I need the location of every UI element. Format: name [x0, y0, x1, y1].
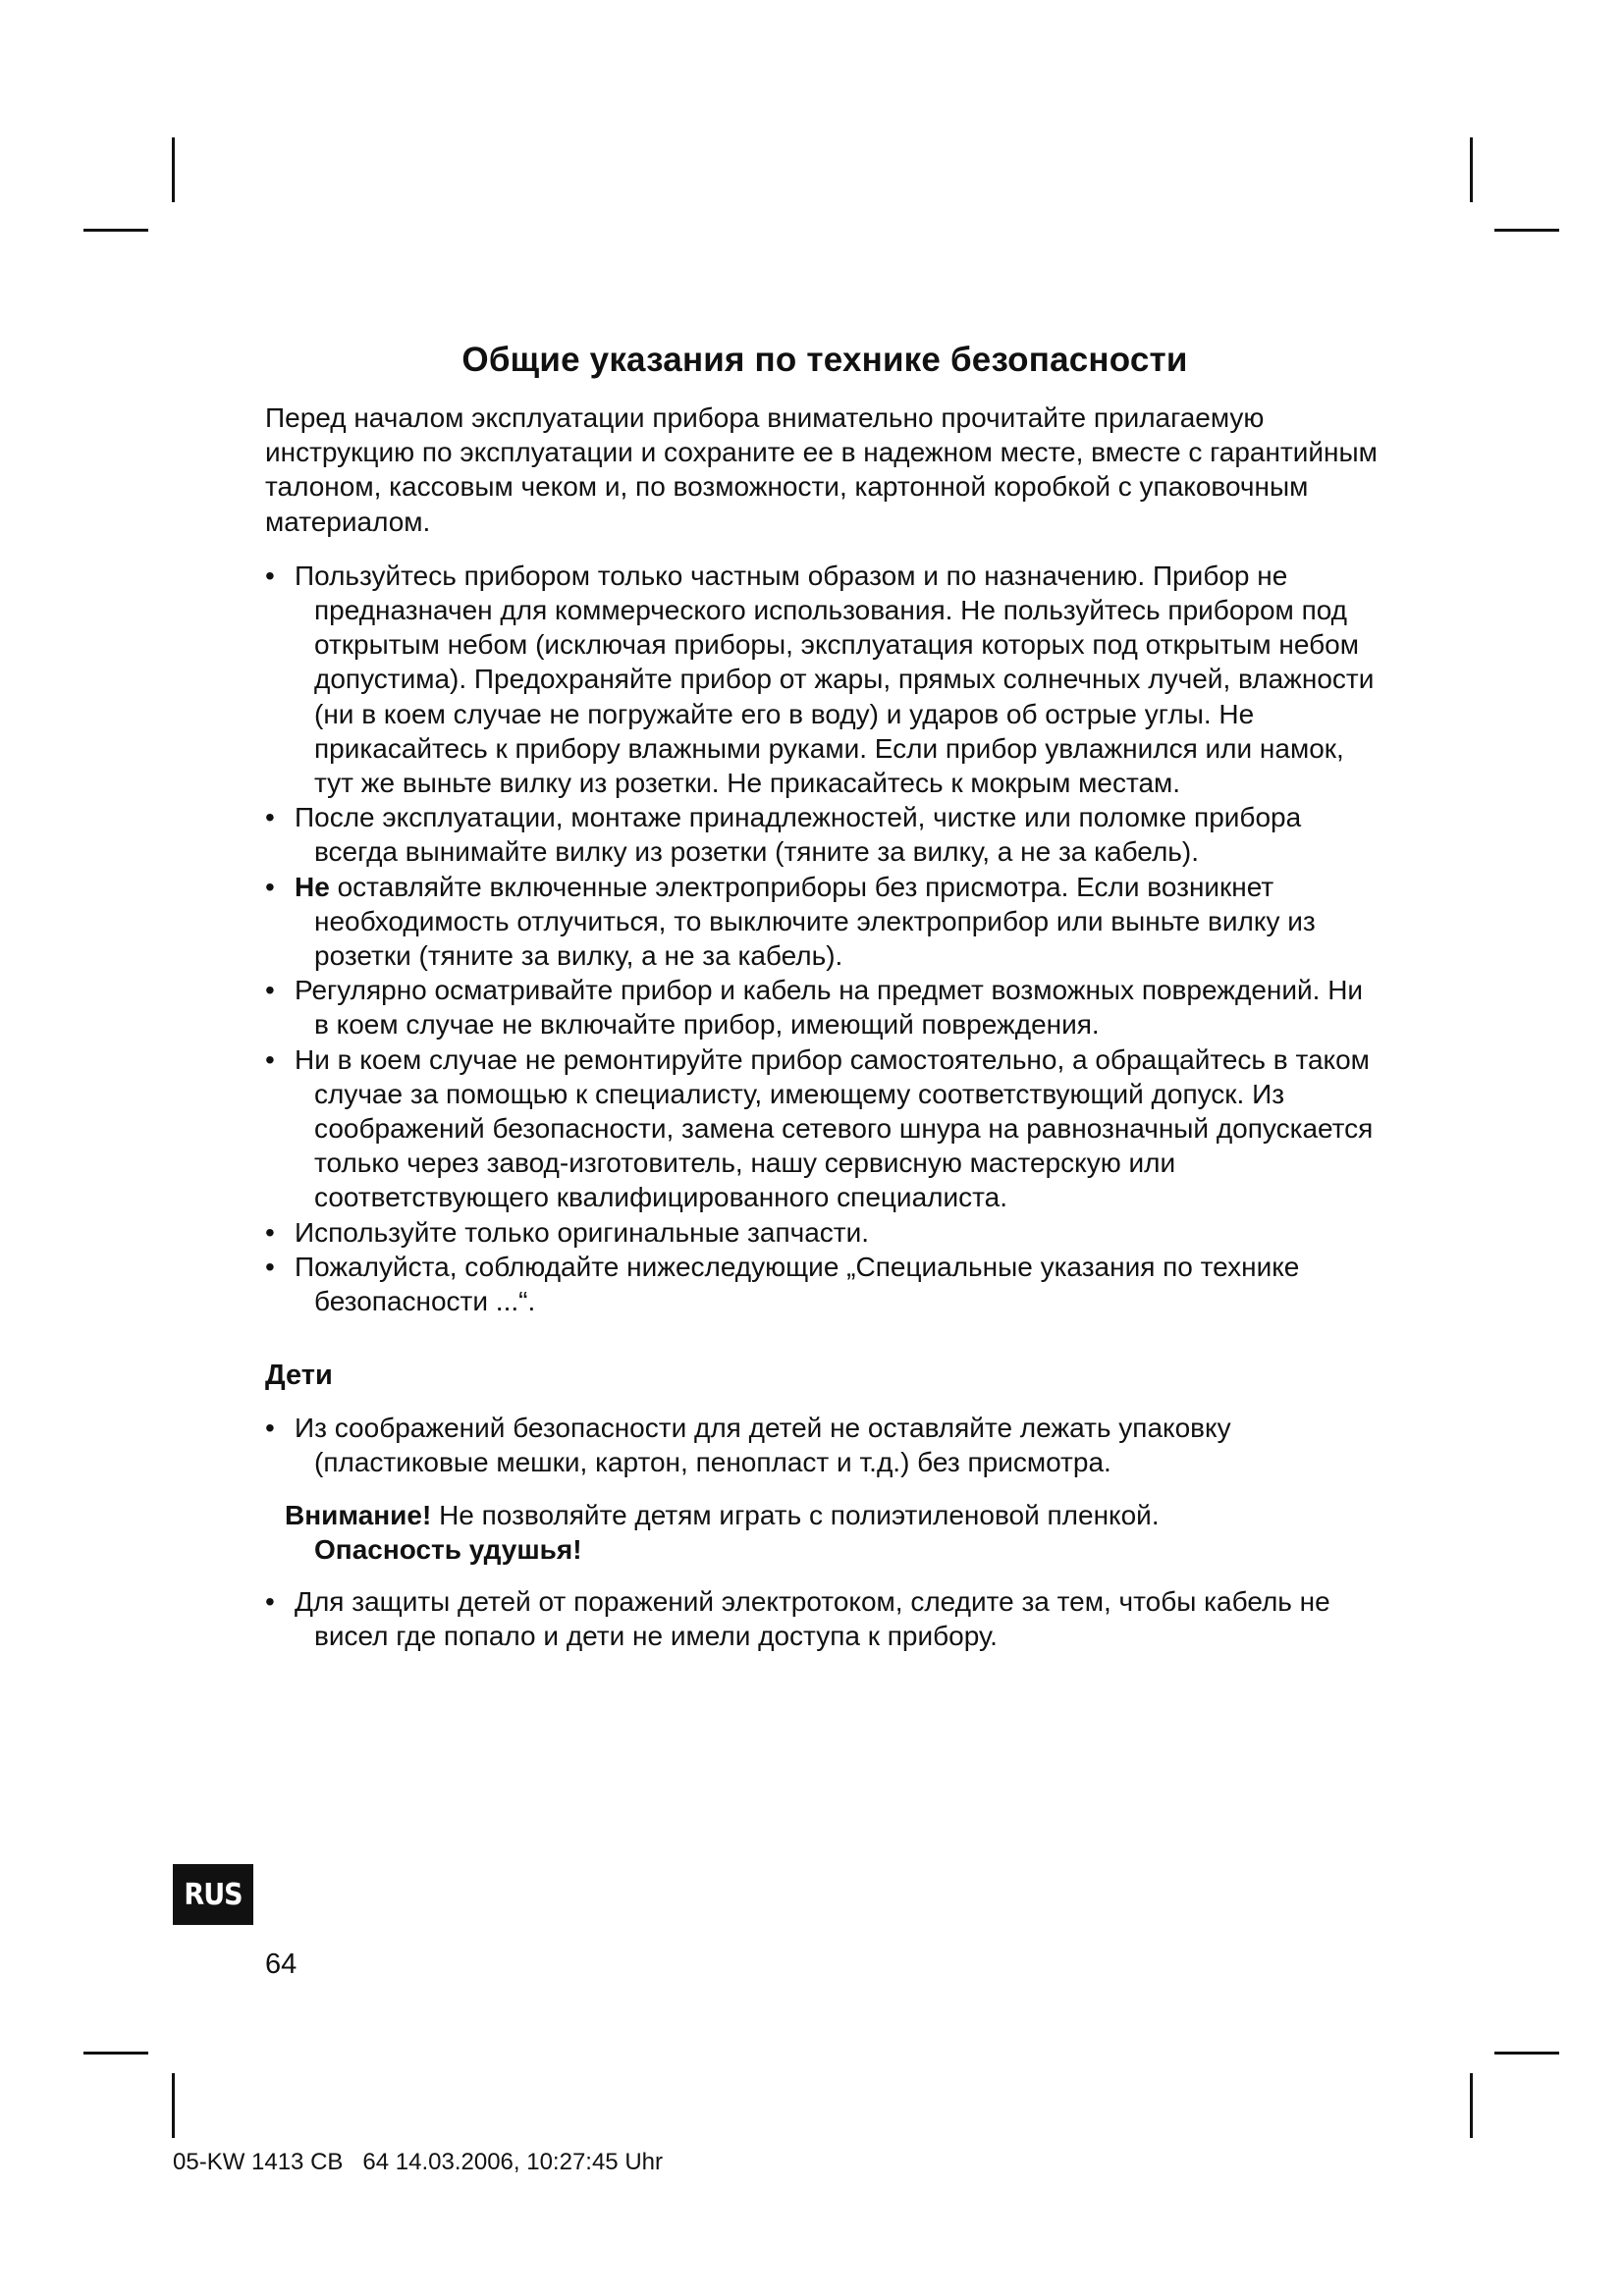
bullet-icon: • [265, 802, 275, 833]
bullet-icon: • [265, 1251, 275, 1282]
bullet-icon: • [265, 1413, 275, 1444]
list-item [265, 870, 1384, 974]
page-content [265, 340, 1384, 1654]
list-item-text: Пользуйтесь прибором только частным образом и по назначению. Прибор не предназначен для коммерческого использования. Не пользуйтесь прибором под открытым небом (исключая приборы, эксплуатация которых под открытым небом допустима). Предохраняйте прибор от жары, прямых солнечных лучей, влажности (ни в коем случае не погружайте его в воду) и ударов об острые углы. Не прикасайтесь к прибору влажными руками. Если прибор увлажнился или намок, тут же выньте вилку из розетки. Не прикасайтесь к мокрым местам. [295, 560, 1375, 799]
list-item [265, 800, 1384, 869]
children-list-1 [265, 1411, 1384, 1479]
crop-mark-bottom-left-vertical [172, 2073, 175, 2138]
crop-mark-bottom-right-horizontal [1494, 2052, 1559, 2055]
bullet-icon: • [265, 1043, 275, 1075]
bullet-icon: • [265, 975, 275, 1006]
page-number: 64 [265, 1949, 298, 1980]
page-title: Общие указания по технике безопасности [461, 341, 1188, 379]
list-item-text: Для защиты детей от поражений электротоком, следите за тем, чтобы кабель не висел где попало и дети не имели доступа к прибору. [295, 1586, 1330, 1652]
intro-paragraph: Перед началом эксплуатации прибора внимательно прочитайте прилагаемую инструкцию по эксплуатации и сохраните ее в надежном месте, вместе с гарантийным талоном, кассовым чеком и, по возможности, картонной коробкой с упаковочным материалом. [265, 402, 1378, 537]
crop-mark-top-left-horizontal [83, 229, 148, 232]
bullet-icon: • [265, 1216, 275, 1248]
list-item [265, 1042, 1384, 1215]
crop-mark-top-left-vertical [172, 137, 175, 202]
list-item [265, 1584, 1384, 1653]
list-item [265, 973, 1384, 1041]
bullet-icon: • [265, 560, 275, 591]
crop-mark-bottom-left-horizontal [83, 2052, 148, 2055]
list-item-text: оставляйте включенные электроприборы без присмотра. Если возникнет необходимость отлучиться, то выключите электроприбор или выньте вилку из розетки (тяните за вилку, а не за кабель). [314, 871, 1316, 972]
list-item [265, 1250, 1384, 1318]
crop-mark-top-right-vertical [1470, 137, 1473, 202]
language-badge: RUS [173, 1864, 253, 1925]
crop-mark-bottom-right-vertical [1470, 2073, 1473, 2138]
bullet-icon: • [265, 1586, 275, 1618]
list-item [265, 559, 1384, 800]
warning-note [285, 1498, 1384, 1567]
print-footer: 05-KW 1413 CB 64 14.03.2006, 10:27:45 Uhr [173, 2149, 663, 2175]
list-item-text: Используйте только оригинальные запчасти. [295, 1216, 870, 1248]
list-item-bold-lead: Не [295, 871, 330, 902]
safety-list [265, 559, 1384, 1318]
list-item [265, 1215, 1384, 1250]
list-item [265, 1411, 1384, 1479]
children-heading: Дети [265, 1360, 333, 1392]
warning-emphasis: Опасность удушья! [314, 1533, 582, 1565]
list-item-text: Регулярно осматривайте прибор и кабель на предмет возможных повреждений. Ни в коем случае не включайте прибор, имеющий повреждения. [295, 975, 1364, 1041]
warning-label: Внимание! [285, 1499, 432, 1530]
list-item-text: После эксплуатации, монтаже принадлежностей, чистке или поломке прибора всегда вынимайте вилку из розетки (тяните за вилку, а не за кабель). [295, 802, 1302, 868]
children-list-2 [265, 1584, 1384, 1653]
crop-mark-top-right-horizontal [1494, 229, 1559, 232]
list-item-text: Из соображений безопасности для детей не оставляйте лежать упаковку (пластиковые мешки, картон, пенопласт и т.д.) без присмотра. [295, 1413, 1231, 1478]
list-item-text: Ни в коем случае не ремонтируйте прибор самостоятельно, а обращайтесь в таком случае за помощью к специалисту, имеющему соответствующий допуск. Из соображений безопасности, замена сетевого шнура на равнозначный допускается только через завод-изготовитель, нашу сервисную мастерскую или соответствующего квалифицированного специалиста. [295, 1043, 1374, 1213]
list-item-text: Пожалуйста, соблюдайте нижеследующие „Специальные указания по технике безопасности ...“. [295, 1251, 1300, 1317]
warning-text: Не позволяйте детям играть с полиэтиленовой пленкой. [431, 1499, 1160, 1530]
bullet-icon: • [265, 871, 275, 902]
